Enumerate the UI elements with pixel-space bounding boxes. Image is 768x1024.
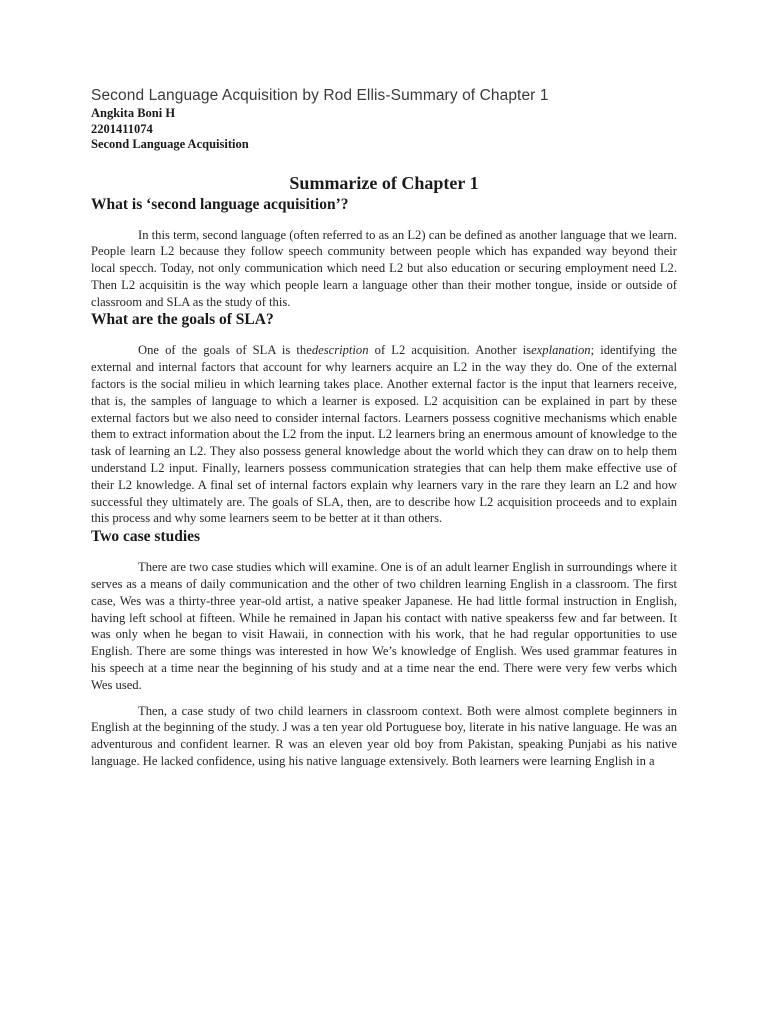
paragraph-goals-text-3: ; identifying the external and internal factors that account for why learners acquire an L2 in the way they do. One of the external factors is the social milieu in which learning takes place. Another external factor is the input that learners receive, that is, the samples of language to which a learner is exposed. L2 acquisition can be explained in part by these external factors but we also need to consider internal factors. Learners possess cognitive mechanisms which enable them to extract information about the L2 from the input. L2 learners bring an enermous amount of knowledge to the task of learning an L2. They also possess general knowledge about the world which they can draw on to help them understand L2 input. Finally, learners possess communication strategies that can help them make effective use of their L2 knowledge. A final set of internal factors explain why learners vary in the rare they learn an L2 and how successful they ultimately are. The goals of SLA, then, are to describe how L2 acquisition proceeds and to explain this process and why some learners seem to be better at it than others. <box>91 343 677 526</box>
section-heading-case-studies: Two case studies <box>91 528 201 546</box>
document-title: Summarize of Chapter 1 <box>289 172 479 193</box>
paragraph-goals-text-1: One of the goals of SLA is the <box>138 343 312 358</box>
paragraph-goals-text-2: of L2 acquisition. Another is <box>368 343 532 358</box>
author-name: Angkita Boni H <box>91 106 176 120</box>
paragraph-case-study-wes: There are two case studies which will examine. One is of an adult learner English in surroundings where it serves as a means of daily communication and the other of two children learning English in a classroom. The first case, Wes was a thirty-three year-old artist, a native speaker Japanese. He had little formal instruction in English, having left school at fifteen. While he remained in Japan his contact with native speakerss few and far between. It was only when he began to visit Hawaii, in connection with his work, that he had regular opportunities to use English. There are some things was interested in how We’s knowledge of English. Wes used grammar features in his speech at a time near the beginning of his study and at a time near the end. There were very few verbs which Wes used. <box>91 560 677 692</box>
paragraph-definition: In this term, second language (often referred to as an L2) can be defined as another language that we learn. People learn L2 because they follow speech community between people which has expanded way beyond their local specch. Today, not only communication which need L2 but also education or securing employment need L2. Then L2 acquisitin is the way which people learn a language other than their mother tongue, inside or outside of classroom and SLA as the study of this. <box>91 227 677 309</box>
document-header-title: Second Language Acquisition by Rod Ellis-Summary of Chapter 1 <box>91 87 549 104</box>
paragraph-goals-emphasis-explanation: explanation <box>531 343 591 358</box>
section-heading-goals-of-sla: What are the goals of SLA? <box>91 311 274 329</box>
section-heading-what-is-sla: What is ‘second language acquisition’? <box>91 195 349 213</box>
paragraph-goals-emphasis-description: description <box>311 343 369 358</box>
course-name: Second Language Acquisition <box>91 137 249 151</box>
paragraph-goals <box>91 342 677 527</box>
paragraph-case-study-children: Then, a case study of two child learners in classroom context. Both were almost complete beginners in English at the beginning of the study. J was a ten year old Portuguese boy, literate in his native language. He was an adventurous and confident learner. R was an eleven year old boy from Pakistan, speaking Punjabi as his native language. He lacked confidence, using his native language extensively. Both learners were learning English in a <box>91 703 677 769</box>
document-page <box>91 86 677 770</box>
student-id: 2201411074 <box>91 121 153 136</box>
